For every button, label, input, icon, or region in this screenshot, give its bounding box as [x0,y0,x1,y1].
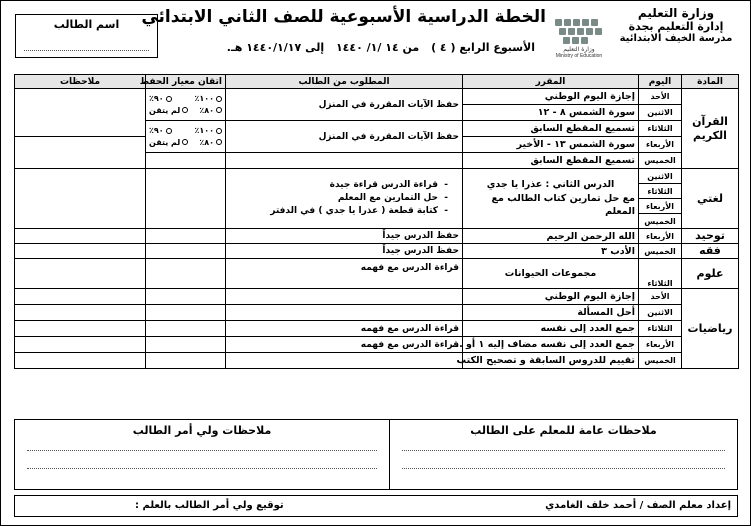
prepared-by: إعداد معلم الصف / أحمد خلف الغامدي [545,500,731,511]
student-name-label: اسم الطالب [53,18,120,31]
subject-uloom: علوم [682,259,739,289]
header-criterion: اتقان معيار الحفظ [146,75,226,89]
notes-cell[interactable] [15,244,146,259]
criterion-cell[interactable] [146,337,226,353]
day-cell: الاثنين [639,169,682,184]
notes-cell[interactable] [15,337,146,353]
criterion-90[interactable]: ٩٠٪ [149,93,172,104]
criterion-pair [149,125,222,136]
radio-circle-icon [166,128,172,134]
week-to: إلى ١٤٤٠/١/١٧ هـ. [226,41,325,54]
page-title: الخطة الدراسية الأسبوعية للصف الثاني الابتدائي [141,7,546,27]
parent-signature-label[interactable]: توقيع ولي أمر الطالب بالعلم : [135,500,284,511]
parent-notes-box[interactable] [15,420,389,489]
criterion-90[interactable]: ٩٠٪ [149,125,172,136]
course-line: مع حل تمارين كتاب الطالب مع المعلم [491,192,635,218]
day-cell: الثلاثاء [639,121,682,137]
course-cell: سورة الشمس ٨ - ١٢ [463,105,639,121]
criterion-100[interactable]: ١٠٠٪ [194,93,222,104]
header-task: المطلوب من الطالب [226,75,463,89]
table-row [15,289,739,305]
ministry-header [616,7,736,45]
radio-circle-icon [216,128,222,134]
task-cell: حفظ الدرس جيداً [226,229,463,244]
day-cell: الأربعاء [639,229,682,244]
header-course: المقرر [463,75,639,89]
table-row [15,337,739,353]
parent-notes-line[interactable] [27,450,377,451]
day-cell: الثلاثاء [639,259,682,289]
course-cell: إجازة اليوم الوطني [463,289,639,305]
teacher-notes-heading: ملاحظات عامة للمعلم على الطالب [470,424,657,437]
course-line: الدرس الثاني : عذرا يا جدي [486,178,615,190]
notes-cell[interactable] [15,89,146,137]
course-cell: أحل المسألة [463,305,639,321]
task-cell: حفظ الآيات المقررة في المنزل [226,89,463,121]
course-cell: مجموعات الحيوانات [463,259,639,289]
table-row [15,169,739,184]
notes-cell[interactable] [15,305,146,321]
criterion-cell[interactable] [146,89,226,121]
task-cell: قراءة الدرس مع فهمه [226,321,463,337]
criterion-cell[interactable] [146,244,226,259]
task-cell: قراءة الدرس مع فهمه [226,337,463,353]
day-cell: الأحد [639,89,682,105]
day-cell: الاثنين [639,105,682,121]
criterion-cell[interactable] [146,353,226,369]
radio-circle-icon [182,107,188,113]
radio-circle-icon [216,96,222,102]
criterion-pair [149,105,222,116]
header-notes: ملاحظات [15,75,146,89]
table-row [15,353,739,369]
course-cell: جمع العدد إلى نفسه مضاف إليه ١ أو ... [463,337,639,353]
criterion-cell[interactable] [146,259,226,289]
task-cell [226,153,463,169]
day-cell: الأربعاء [639,137,682,153]
day-cell: الخميس [639,214,682,229]
signature-bar [14,495,738,517]
table-row [15,244,739,259]
criterion-cell[interactable] [146,169,226,229]
course-cell: إجازة اليوم الوطني [463,89,639,105]
notes-section [14,419,738,490]
task-cell [226,305,463,321]
week-label: الأسبوع الرابع ( ٤ ) [431,41,535,54]
criterion-cell[interactable] [146,321,226,337]
table-row [15,229,739,244]
notes-cell[interactable] [15,289,146,305]
criterion-retry[interactable]: لم يتقن [149,137,188,148]
day-cell: الخميس [639,353,682,369]
course-cell: الله الرحمن الرحيم [463,229,639,244]
criterion-pair [149,93,222,104]
course-cell [463,169,639,229]
course-cell: سورة الشمس ١٣ - الأخير [463,137,639,153]
criterion-cell[interactable] [146,229,226,244]
header-subject: المادة [682,75,739,89]
task-line: - حل التمارين مع المعلم [337,192,448,203]
criterion-pair [149,137,222,148]
table-header-row [15,75,739,89]
task-line: - قراءة الدرس قراءة جيدة [329,179,448,190]
day-cell: الأحد [639,289,682,305]
task-cell [226,169,463,229]
subject-math: رياضيات [682,289,739,369]
criterion-cell[interactable] [146,305,226,321]
logo-caption [549,46,609,59]
table-row [15,89,739,105]
subject-quran: القرآن الكريم [682,89,739,169]
table-row [15,259,739,289]
notes-cell[interactable] [15,137,146,169]
criterion-retry[interactable]: لم يتقن [149,105,188,116]
criterion-cell[interactable] [146,289,226,305]
student-name-box[interactable] [15,14,158,58]
student-name-line[interactable] [24,50,149,51]
parent-notes-line[interactable] [27,468,377,469]
criterion-cell[interactable] [146,153,226,169]
education-office: إدارة التعليم بجدة [628,19,724,33]
task-cell [226,353,463,369]
course-cell: تقييم للدروس السابقة و تصحيح الكتب [463,353,639,369]
day-cell: الثلاثاء [639,184,682,199]
criterion-100[interactable]: ١٠٠٪ [194,125,222,136]
radio-circle-icon [216,139,222,145]
teacher-notes-box[interactable] [389,420,737,489]
radio-circle-icon [166,96,172,102]
course-cell: تسميع المقطع السابق [463,121,639,137]
weekly-plan-table [14,74,739,369]
header-day: اليوم [639,75,682,89]
subject-fiqh: فقه [682,244,739,259]
day-cell: الأربعاء [639,199,682,214]
notes-cell[interactable] [15,259,146,289]
day-cell: الأربعاء [639,337,682,353]
week-range [199,41,535,54]
parent-notes-heading: ملاحظات ولي أمر الطالب [132,424,272,437]
notes-cell[interactable] [15,229,146,244]
criterion-cell[interactable] [146,121,226,153]
school-name: مدرسة الخيف الابتدائية [619,33,733,45]
task-cell: حفظ الآيات المقررة في المنزل [226,121,463,153]
task-cell: قراءة الدرس مع فهمه [226,259,463,289]
notes-cell[interactable] [15,321,146,337]
notes-cell[interactable] [15,169,146,229]
notes-cell[interactable] [15,353,146,369]
logo-caption-en: Ministry of Education [555,53,603,59]
task-line: - كتابة قطعة ( عذرا يا جدي ) في الدفتر [270,206,448,217]
radio-circle-icon [216,107,222,113]
day-cell: الخميس [639,153,682,169]
task-cell: حفظ الدرس جيداً [226,244,463,259]
course-cell: الأدب ٣ [463,244,639,259]
table-row [15,305,739,321]
course-cell: جمع العدد إلى نفسه [463,321,639,337]
logo-caption-ar: وزارة التعليم [563,46,595,53]
task-cell [226,289,463,305]
subject-lughati: لغتي [682,169,739,229]
day-cell: الاثنين [639,305,682,321]
teacher-notes-line[interactable] [402,468,725,469]
radio-circle-icon [182,139,188,145]
teacher-notes-line[interactable] [402,450,725,451]
criterion-80[interactable]: ٨٠٪ [199,137,222,148]
criterion-80[interactable]: ٨٠٪ [199,105,222,116]
week-from: من ١٤ /١/ ١٤٤٠ [335,41,420,54]
ministry-name: وزارة التعليم [637,6,715,20]
day-cell: الثلاثاء [639,321,682,337]
course-cell: تسميع المقطع السابق [463,153,639,169]
subject-tawheed: توحيد [682,229,739,244]
table-row [15,321,739,337]
day-cell: الخميس [639,244,682,259]
